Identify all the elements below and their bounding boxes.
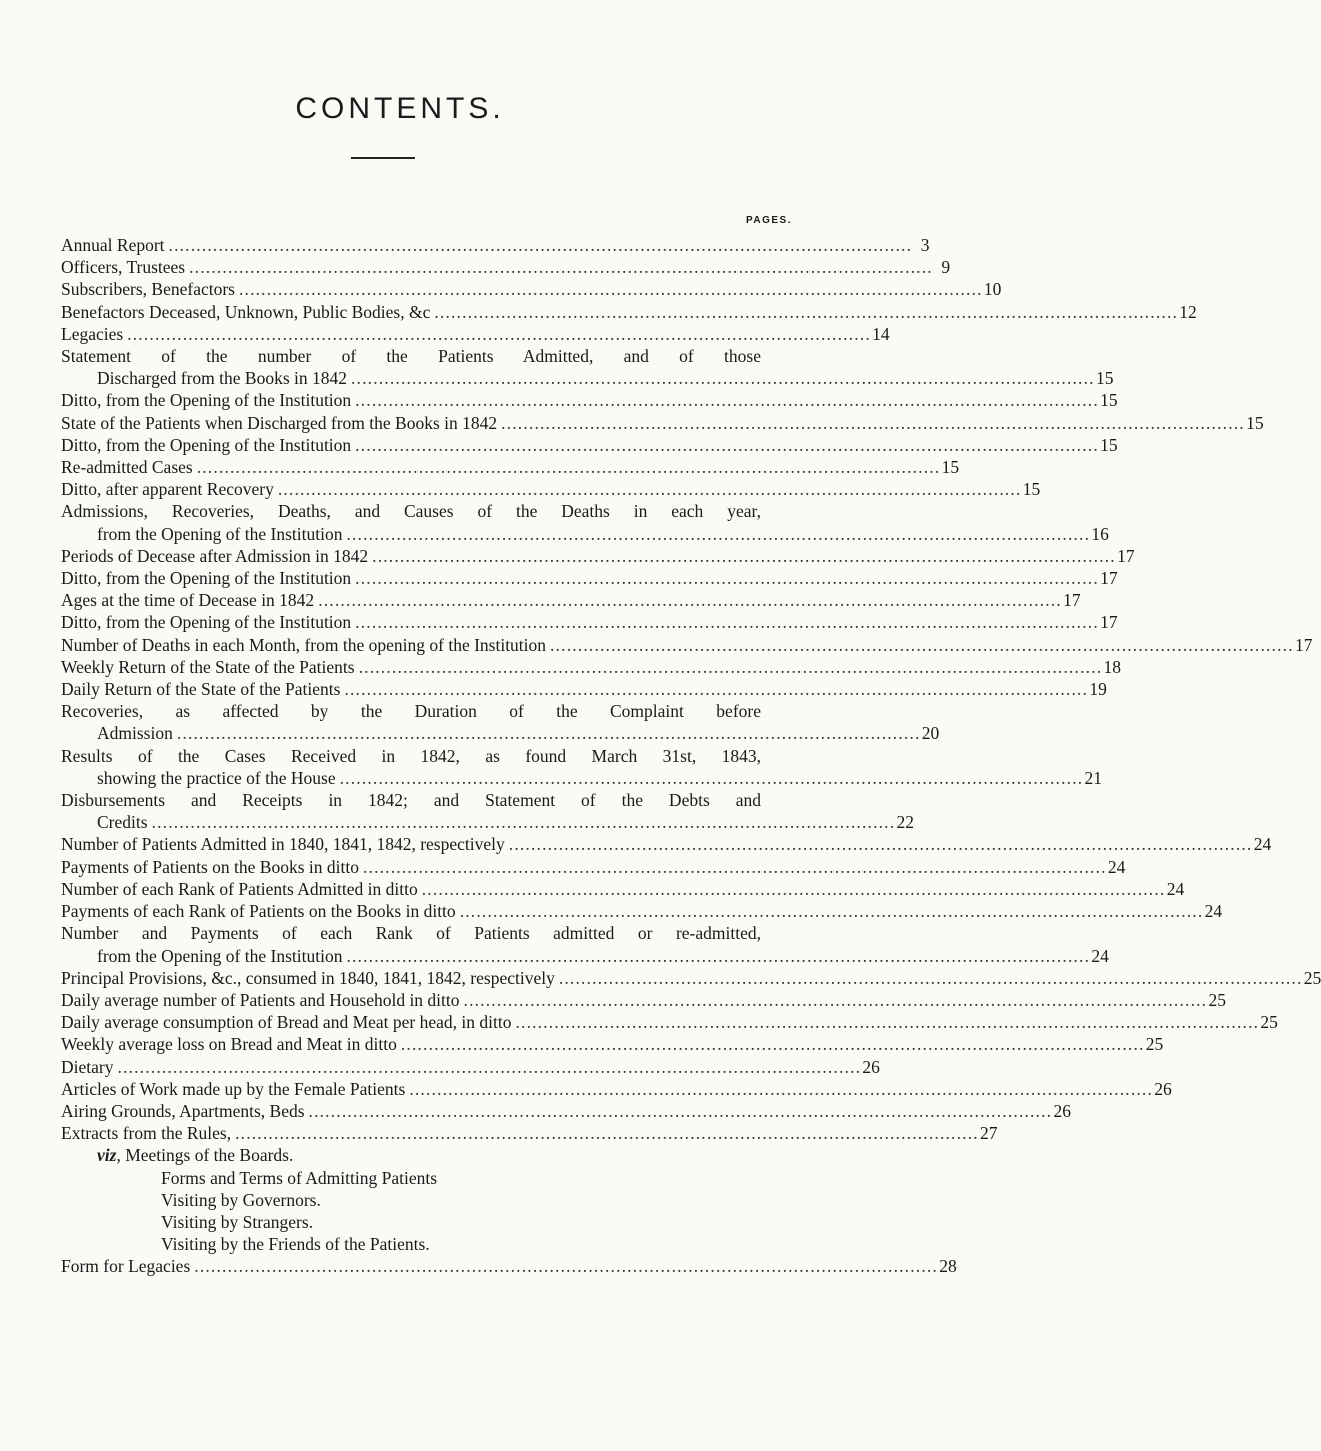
toc-page-number: 28 xyxy=(939,1256,957,1277)
rules-sub-item: Visiting by Governors. xyxy=(161,1189,321,1210)
toc-page-number: 24 xyxy=(1091,945,1109,966)
toc-entry-title: Ditto, after apparent Recovery xyxy=(61,479,274,500)
toc-entry[interactable] xyxy=(61,611,1118,633)
dot-leader xyxy=(239,278,980,300)
toc-entry-title: Extracts from the Rules, xyxy=(61,1123,232,1144)
toc-entry-title: Annual Report xyxy=(61,235,165,255)
toc-page-number: 15 xyxy=(941,457,960,478)
dot-leader xyxy=(346,523,1087,545)
toc-entry[interactable] xyxy=(61,945,1109,967)
dot-leader xyxy=(189,256,930,278)
toc-entry-title: Daily average number of Patients and Household in ditto xyxy=(61,989,460,1010)
toc-entry-title: Subscribers, Benefactors xyxy=(61,279,235,300)
toc-entry-title: Benefactors Deceased, Unknown, Public Bodies, &c xyxy=(61,301,431,322)
dot-leader xyxy=(355,434,1096,456)
toc-entry-first-line: Results of the Cases Received in 1842, as found March 31st, 1843, xyxy=(61,745,761,766)
toc-page-number: 17 xyxy=(1294,634,1313,655)
toc-entry-title: Number of each Rank of Patients Admitted in ditto xyxy=(61,878,418,899)
dot-leader xyxy=(194,1255,935,1277)
title-rule xyxy=(351,157,415,159)
toc-page-number: 12 xyxy=(1179,301,1197,322)
toc-page-number: 27 xyxy=(980,1123,998,1144)
contents-list xyxy=(61,234,1321,1278)
toc-entry-first-line: Statement of the number of the Patients Admitted, and of those xyxy=(61,346,761,367)
dot-leader xyxy=(363,856,1104,878)
toc-page-number: 17 xyxy=(1063,590,1081,611)
toc-entry[interactable] xyxy=(61,811,914,833)
toc-entry-first-line: Number and Payments of each Rank of Patients admitted or re-admitted, xyxy=(61,923,761,944)
toc-page-number: 25 xyxy=(1260,1012,1278,1033)
toc-page-number: 18 xyxy=(1103,656,1122,677)
toc-entry-title: Re-admitted Cases xyxy=(61,457,193,478)
dot-leader xyxy=(351,367,1092,389)
toc-entry[interactable] xyxy=(61,434,1118,456)
toc-entry-title: Payments of Patients on the Books in ditto xyxy=(61,856,359,877)
toc-page-number: 15 xyxy=(1100,390,1118,411)
toc-page-number: 25 xyxy=(1208,989,1226,1010)
dot-leader xyxy=(422,878,1163,900)
toc-page-number: 15 xyxy=(1246,412,1264,433)
toc-entry-title: Payments of each Rank of Patients on the Books in ditto xyxy=(61,901,456,922)
toc-page-number: 9 xyxy=(941,257,951,278)
toc-entry[interactable] xyxy=(61,545,1135,567)
toc-entry-first-line: Admissions, Recoveries, Deaths, and Causes of the Deaths in each year, xyxy=(61,501,761,522)
toc-entry[interactable] xyxy=(61,878,1185,900)
toc-entry[interactable] xyxy=(61,1100,1071,1122)
toc-entry-title: Ditto, from the Opening of the Institution xyxy=(61,434,352,455)
dot-leader xyxy=(550,634,1291,656)
toc-entry[interactable] xyxy=(61,389,1118,411)
toc-entry[interactable] xyxy=(61,1078,1172,1100)
dot-leader xyxy=(464,989,1205,1011)
toc-entry-title: State of the Patients when Discharged from the Books in 1842 xyxy=(61,412,498,433)
toc-entry[interactable] xyxy=(61,656,1122,678)
toc-page-number: 24 xyxy=(1166,878,1185,899)
toc-entry-first-line: Disbursements and Receipts in 1842; and Statement of the Debts and xyxy=(61,790,761,811)
dot-leader xyxy=(309,1100,1050,1122)
toc-entry[interactable] xyxy=(61,256,951,278)
toc-page-number: 14 xyxy=(872,323,890,344)
dot-leader xyxy=(359,656,1100,678)
toc-entry[interactable] xyxy=(61,367,1114,389)
toc-page-number: 16 xyxy=(1091,523,1109,544)
toc-page-number: 25 xyxy=(1145,1034,1164,1055)
toc-entry-title: Weekly average loss on Bread and Meat in ditto xyxy=(61,1034,397,1055)
rules-sub-item: Forms and Terms of Admitting Patients xyxy=(161,1167,438,1188)
toc-entry-title: Form for Legacies xyxy=(61,1256,191,1277)
toc-entry[interactable] xyxy=(61,967,1321,989)
toc-entry[interactable] xyxy=(61,589,1081,611)
toc-entry[interactable] xyxy=(61,856,1126,878)
dot-leader xyxy=(340,767,1081,789)
dot-leader xyxy=(559,967,1300,989)
toc-page-number: 15 xyxy=(1022,479,1041,500)
toc-entry[interactable] xyxy=(61,301,1197,323)
toc-page-number: 21 xyxy=(1084,767,1103,788)
toc-page-number: 20 xyxy=(921,723,940,744)
toc-entry[interactable] xyxy=(61,833,1272,855)
toc-page-number: 10 xyxy=(983,279,1002,300)
toc-page-number: 26 xyxy=(1154,1078,1172,1099)
dot-leader xyxy=(177,722,918,744)
toc-entry-title: Dietary xyxy=(61,1056,114,1077)
dot-leader xyxy=(355,389,1096,411)
rules-sub-first xyxy=(61,1144,761,1166)
toc-entry-title: Ages at the time of Decease in 1842 xyxy=(61,590,315,611)
toc-page-number: 22 xyxy=(896,812,914,833)
viz-label: viz xyxy=(97,1145,117,1166)
toc-page-number: 15 xyxy=(1100,434,1118,455)
toc-page-number: 25 xyxy=(1303,967,1321,988)
dot-leader xyxy=(409,1078,1150,1100)
toc-entry[interactable] xyxy=(61,478,1041,500)
toc-entry-title: showing the practice of the House xyxy=(97,767,336,788)
toc-entry[interactable] xyxy=(61,1056,880,1078)
dot-leader xyxy=(355,611,1096,633)
toc-entry[interactable] xyxy=(61,1011,1278,1033)
toc-page-number: 19 xyxy=(1089,679,1107,700)
toc-entry-title: Weekly Return of the State of the Patients xyxy=(61,656,355,677)
toc-page-number: 24 xyxy=(1253,834,1272,855)
rules-sub-item: Visiting by the Friends of the Patients. xyxy=(161,1234,430,1255)
dot-leader xyxy=(355,567,1096,589)
rules-sub-item: Visiting by Strangers. xyxy=(161,1211,314,1232)
dot-leader xyxy=(501,412,1242,434)
dot-leader xyxy=(278,478,1019,500)
toc-entry[interactable] xyxy=(61,1033,1164,1055)
pages-column-label: PAGES. xyxy=(745,215,792,226)
toc-entry-title: Number of Patients Admitted in 1840, 1841, 1842, respectively xyxy=(61,834,505,855)
toc-page-number: 3 xyxy=(920,235,930,255)
toc-entry[interactable] xyxy=(61,278,1002,300)
toc-page-number: 24 xyxy=(1107,856,1126,877)
dot-leader xyxy=(117,1056,858,1078)
toc-entry[interactable] xyxy=(61,323,890,345)
dot-leader xyxy=(434,301,1175,323)
toc-entry[interactable] xyxy=(61,989,1226,1011)
toc-entry[interactable] xyxy=(61,767,1103,789)
toc-entry-title: Ditto, from the Opening of the Institution xyxy=(61,612,352,633)
toc-entry-title: Number of Deaths in each Month, from the opening of the Institution xyxy=(61,634,547,655)
toc-page-number: 15 xyxy=(1095,368,1114,389)
dot-leader xyxy=(169,234,910,256)
toc-entry-title: Daily average consumption of Bread and Meat per head, in ditto xyxy=(61,1012,512,1033)
dot-leader xyxy=(235,1122,976,1144)
toc-entry[interactable] xyxy=(61,1255,957,1277)
toc-entry-title: from the Opening of the Institution xyxy=(97,945,343,966)
toc-entry-title: Officers, Trustees xyxy=(61,257,186,278)
toc-entry[interactable] xyxy=(61,634,1313,656)
toc-entry-title: Ditto, from the Opening of the Institution xyxy=(61,390,352,411)
toc-entry[interactable] xyxy=(61,523,1109,545)
dot-leader xyxy=(460,900,1201,922)
toc-page-number: 26 xyxy=(1053,1100,1071,1121)
dot-leader xyxy=(127,323,868,345)
dot-leader xyxy=(515,1011,1256,1033)
dot-leader xyxy=(197,456,938,478)
toc-entry-title: Discharged from the Books in 1842 xyxy=(97,368,347,389)
dot-leader xyxy=(401,1033,1142,1055)
toc-page-number: 17 xyxy=(1117,545,1135,566)
dot-leader xyxy=(509,833,1250,855)
toc-entry[interactable] xyxy=(61,234,930,256)
page-title: CONTENTS. xyxy=(295,92,505,125)
dot-leader xyxy=(346,945,1087,967)
toc-entry-first-line: Recoveries, as affected by the Duration of the Complaint before xyxy=(61,701,761,722)
toc-entry[interactable] xyxy=(61,456,960,478)
toc-entry-title: Periods of Decease after Admission in 1842 xyxy=(61,545,369,566)
dot-leader xyxy=(152,811,893,833)
toc-entry[interactable] xyxy=(61,900,1223,922)
toc-entry-title: Principal Provisions, &c., consumed in 1840, 1841, 1842, respectively xyxy=(61,967,555,988)
toc-page-number: 24 xyxy=(1204,901,1223,922)
toc-entry[interactable] xyxy=(61,1122,998,1144)
toc-entry[interactable] xyxy=(61,412,1264,434)
toc-entry[interactable] xyxy=(61,678,1107,700)
toc-page-number: 17 xyxy=(1100,612,1118,633)
toc-entry-title: Daily Return of the State of the Patients xyxy=(61,679,341,700)
toc-entry-title: from the Opening of the Institution xyxy=(97,523,343,544)
toc-entry[interactable] xyxy=(61,567,1118,589)
dot-leader xyxy=(344,678,1085,700)
dot-leader xyxy=(372,545,1113,567)
toc-entry[interactable] xyxy=(61,722,940,744)
toc-entry-title: Airing Grounds, Apartments, Beds xyxy=(61,1100,305,1121)
toc-entry-title: Credits xyxy=(97,812,148,833)
dot-leader xyxy=(318,589,1059,611)
toc-page-number: 17 xyxy=(1100,568,1118,589)
toc-entry-title: Articles of Work made up by the Female Patients xyxy=(61,1078,406,1099)
toc-page-number: 26 xyxy=(862,1056,880,1077)
toc-entry-title: Admission xyxy=(97,723,173,744)
toc-entry-title: Legacies xyxy=(61,323,124,344)
rules-sub-item: , Meetings of the Boards. xyxy=(116,1145,294,1166)
toc-entry-title: Ditto, from the Opening of the Institution xyxy=(61,568,352,589)
